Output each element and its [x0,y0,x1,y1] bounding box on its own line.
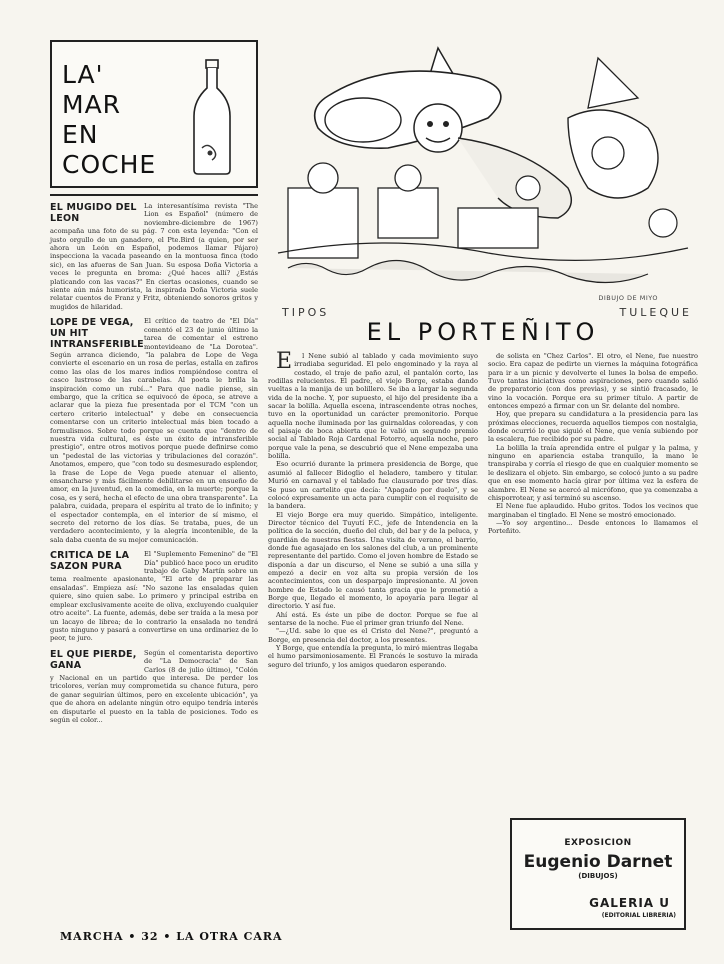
article-paragraph: La bolilla la traía aprendida entre el pulgar y la palma, y ninguno en apariencia estaba tranquilo, la mano le transpiraba y corría el riesgo de que en cualquier momento se le deslizara el objeto. Sin embargo, se colocó junto a su padre que en ese momento hacía girar por última vez la esfera de alambre. El Nene se acercó al micrófono, que ya comenzaba a chisporrotear, y así terminó su ascenso. [488,443,698,502]
section-label-left: TIPOS [282,306,330,319]
masthead-line: COCHE [62,150,157,179]
brief-headline: CRITICA DE LA SAZON PURA [50,550,130,573]
bottle-icon [190,58,234,176]
brief-item [50,649,258,725]
brief-body: El crítico de teatro de "El Día" comentó el 23 de junio último la tarea de comentar el estreno montevideano de "La Dorotea". Según arranca diciendo, "la palabra de Lope de Vega convierte el escenario en un rosa de perlas, estalla en zafiros como las olas de los mares indios rompiéndose contra el casco lustroso de las carabelas. Al poeta le brilla la inspiración como un rubí..." Para que nadie piense, sin embargo, que la crítica se equivocó de época, se atreve a aclarar que la pieza fue presentada por el TCM "con un certero criterio intelectual" y debe en consecuencia comentarse con un criterio intelectual más bien tocado a formulismos. Sobre todo porque se cuenta que "dentro de nuestra vida cultural, es éste un éxito de intransferible prestigio", entre otros motivos porque puede definirse como un "pedestal de las victorias y tribulaciones del corazón". Anotamos, empero, que "con todo su desmesurado esplendor, la frase de Lope de Vega puede atenuar el aliento, ensancharse y más fácilmente debilitarse en un ensueño de amor, en la juventud, en la comedia, en la muerte; porque la cosa, es y será, hecha el efecto de una obra transparente". La palabra, cuidada, prepara el espíritu al trato de lo infinito; y el espectador contempla, en el interior de sí mismo, el secreto del retorno de los días. Se trataba, pues, de un verdadero acontecimiento, y la alegría incontenible, de la sala daba cuenta de su mejor comunicación. [50,317,258,544]
article-paragraph: "—¿Ud. sabe lo que es el Cristo del Nene?", preguntó a Borge, en presencia del doctor, a los presentes. [268,627,478,644]
brief-body: El "Suplemento Femenino" de "El Día" publicó hace poco un erudito trabajo de Gaby Martín sobre un tema realmente apasionante, "El arte de preparar las ensaladas". Empieza así: "No sazone las ensaladas quien quiere, sino quien sabe. Lo primero y principal estriba en emplear exclusivamente aceite de oliva, excluyendo cualquier otro aceite". La fuente, además, debe ser traída a la mesa por un lacayo de librea; de lo contrario la ensalada no tendrá gusto ninguno y pasará a convertirse en una ordinariez de lo peor, te juro. [50,550,258,643]
ad-gallery-subtitle: (EDITORIAL LIBRERIA) [601,912,676,919]
masthead-line: LA' [62,60,104,89]
brief-body: La interesantísima revista "The Lion es Español" (número de noviembre-diciembre de 1967) acompaña una foto de su pág. 7 con esta leyenda: "Con el justo orgullo de un ganadero, el Pte.Bird (a quien, por ser ahora un León en Español, podemos llamar Pájaro) inspecciona la vacada paseando en la montuosa finca (todo sic), en las afueras de San Juan. Su esposa Doña Victoria a veces le pregunta en broma: ¿Qué haces allí? ¿Estás platicando con las vacas?" En ciertas ocasiones, cuando se siente aún más humorista, la inspirada Doña Victoria suele relatar cuentos de Franz y Fritz, obteniendo sonoros gritos y mugidos de hilaridad. [50,202,258,311]
article-paragraph: El Nene subió al tablado y cada movimiento suyo irradiaba seguridad. El pelo engominado y la raya al costado, el traje de paño azul, el pantalón corto, las rodillas relucientes. El padre, el viejo Borge, estaba dando vueltas a la manija de un bolillero. Se iba a largar la segunda vida de la noche. Y, por supuesto, el hijo del presidente iba a sacar la bolilla. Aquella escena, intrascendente otras noches, tuvo en la oportunidad un carácter premonitorio. Porque aquella noche iluminada por las guirnaldas coloreadas, y con el paisaje de boca abierta que le valió un segundo premio social al Tablado Roja Cardenal Fotorro, aquella noche, pero porque vale la pena, se descubrió que el Nene empezaba una bolilla. [268,349,478,461]
left-column [50,40,258,724]
article-paragraph: de solista en "Chez Carlos". El otro, el Nene, fue nuestro socio. Era capaz de pedirte un viernes la máquina fotográfica para ir a un picnic y devolverte el lunes la bolsa de empeño. Tuvo tantas iniciativas como aspiraciones, pero cuando salió de preparatorio (con dos previas), y se sintió fracasado, le vino la vocación. Porque era su primer título. A partir de entonces empezó a firmar con un Sr. delante del nombre. [488,352,698,411]
section-label-right: TULEQUE [619,306,692,319]
article-title: EL PORTEÑITO [366,318,600,346]
article-paragraph: El viejo Borge era muy querido. Simpático, inteligente. Director técnico del Tuyutí F.C., jefe de Intendencia en la política de la sección, dueño del club, del bar y de la peluca, y guardián de nuestras fiestas. Una visita de verano, el barrio, donde fue agasajado en los salones del club, a un prominente representante del partido. Como el joven hombre de Estado se disponía a dar un discurso, el Nene se subió a una silla y empezó a decir en voz alta su propia versión de los acontecimientos, con un desparpajo impresionante. Al joven hombre de Estado le causó tanta gracia que le prometió a Borge que, llegado el momento, lo apoyaría para llegar al directorio. Y así fue. [268,510,478,611]
masthead-line: EN [62,120,99,149]
article-column-1 [268,349,478,669]
brief-item [50,550,258,642]
article-paragraph: Ahí está. Es éste un pibe de doctor. Porque se fue al sentarse de la noche. Fue el primer gran triunfo del Nene. [268,610,478,627]
ad-artist-name: Eugenio Darnet [523,852,673,872]
brief-headline: EL QUE PIERDE, GANA [50,648,137,671]
brief-item [50,317,258,544]
ad-subtitle: (DIBUJOS) [578,872,618,880]
column-masthead [50,40,258,188]
exhibition-ad-box [510,818,686,930]
ad-gallery-name: GALERIA U [589,896,670,910]
masthead-title [62,60,156,180]
rule-divider [50,194,258,196]
article-paragraph: Hoy, que prepara su candidatura a la presidencia para las próximas elecciones, recuerda aquellos tiempos con nostalgia, donde ocurrió lo que siguió el Nene, que venía subiendo por la escalera, fue recibido por su padre. [488,410,698,444]
cartoon-illustration [268,38,698,300]
masthead-line: MAR [62,90,122,119]
page-footer: MARCHA • 32 • LA OTRA CARA [60,930,283,943]
brief-headline: EL MUGIDO DEL LEON [50,202,137,224]
brief-item [50,202,258,311]
article-paragraph: Eso ocurrió durante la primera presidencia de Borge, que asumió al fallecer Bidoglio el heladero, tambero y titular. Murió en carnaval y el tablado fue clausurado por tres días. Se puso un cartelito que decía: "Apagado por duelo", y se colocó expresamente un acta para cumplir con el requisito de la bandera. [268,460,478,511]
article-paragraph: Y Borge, que entendía la pregunta, lo miró mientras llegaba el humo parsimoniosamente. El Francés le sostuvo la mirada seguro del triunfo, y los amigos quedaron esperando. [268,644,478,669]
illustration-caption-row [268,294,698,320]
ad-heading: EXPOSICION [564,838,632,848]
article-column-2 [488,352,698,536]
brief-body: Según el comentarista deportivo de "La Democracia" de San Carlos (8 de julio último), "Colón y Nacional en un partido que interesa. De perder los tricolores, verían muy comprometida su chance futura, pero de ganar seguirían últimos, pero en excelente ubicación", ya que de ahora en adelante ningún otro equipo tendría interés en disputarle el puesto en la tabla de posiciones. Todo es según el color... [50,648,258,724]
drawing-credit: DIBUJO DE MIYO [598,294,658,302]
brief-headline: LOPE DE VEGA, UN HIT INTRANSFERIBLE [50,317,144,351]
article-paragraph: —Yo soy argentino... Desde entonces lo llamamos el Porteñito. [488,518,698,536]
article-paragraph: El Nene fue aplaudido. Hubo gritos. Todos los vecinos que marginaban el tinglado. El Nene se mostró emocionado. [488,502,698,519]
